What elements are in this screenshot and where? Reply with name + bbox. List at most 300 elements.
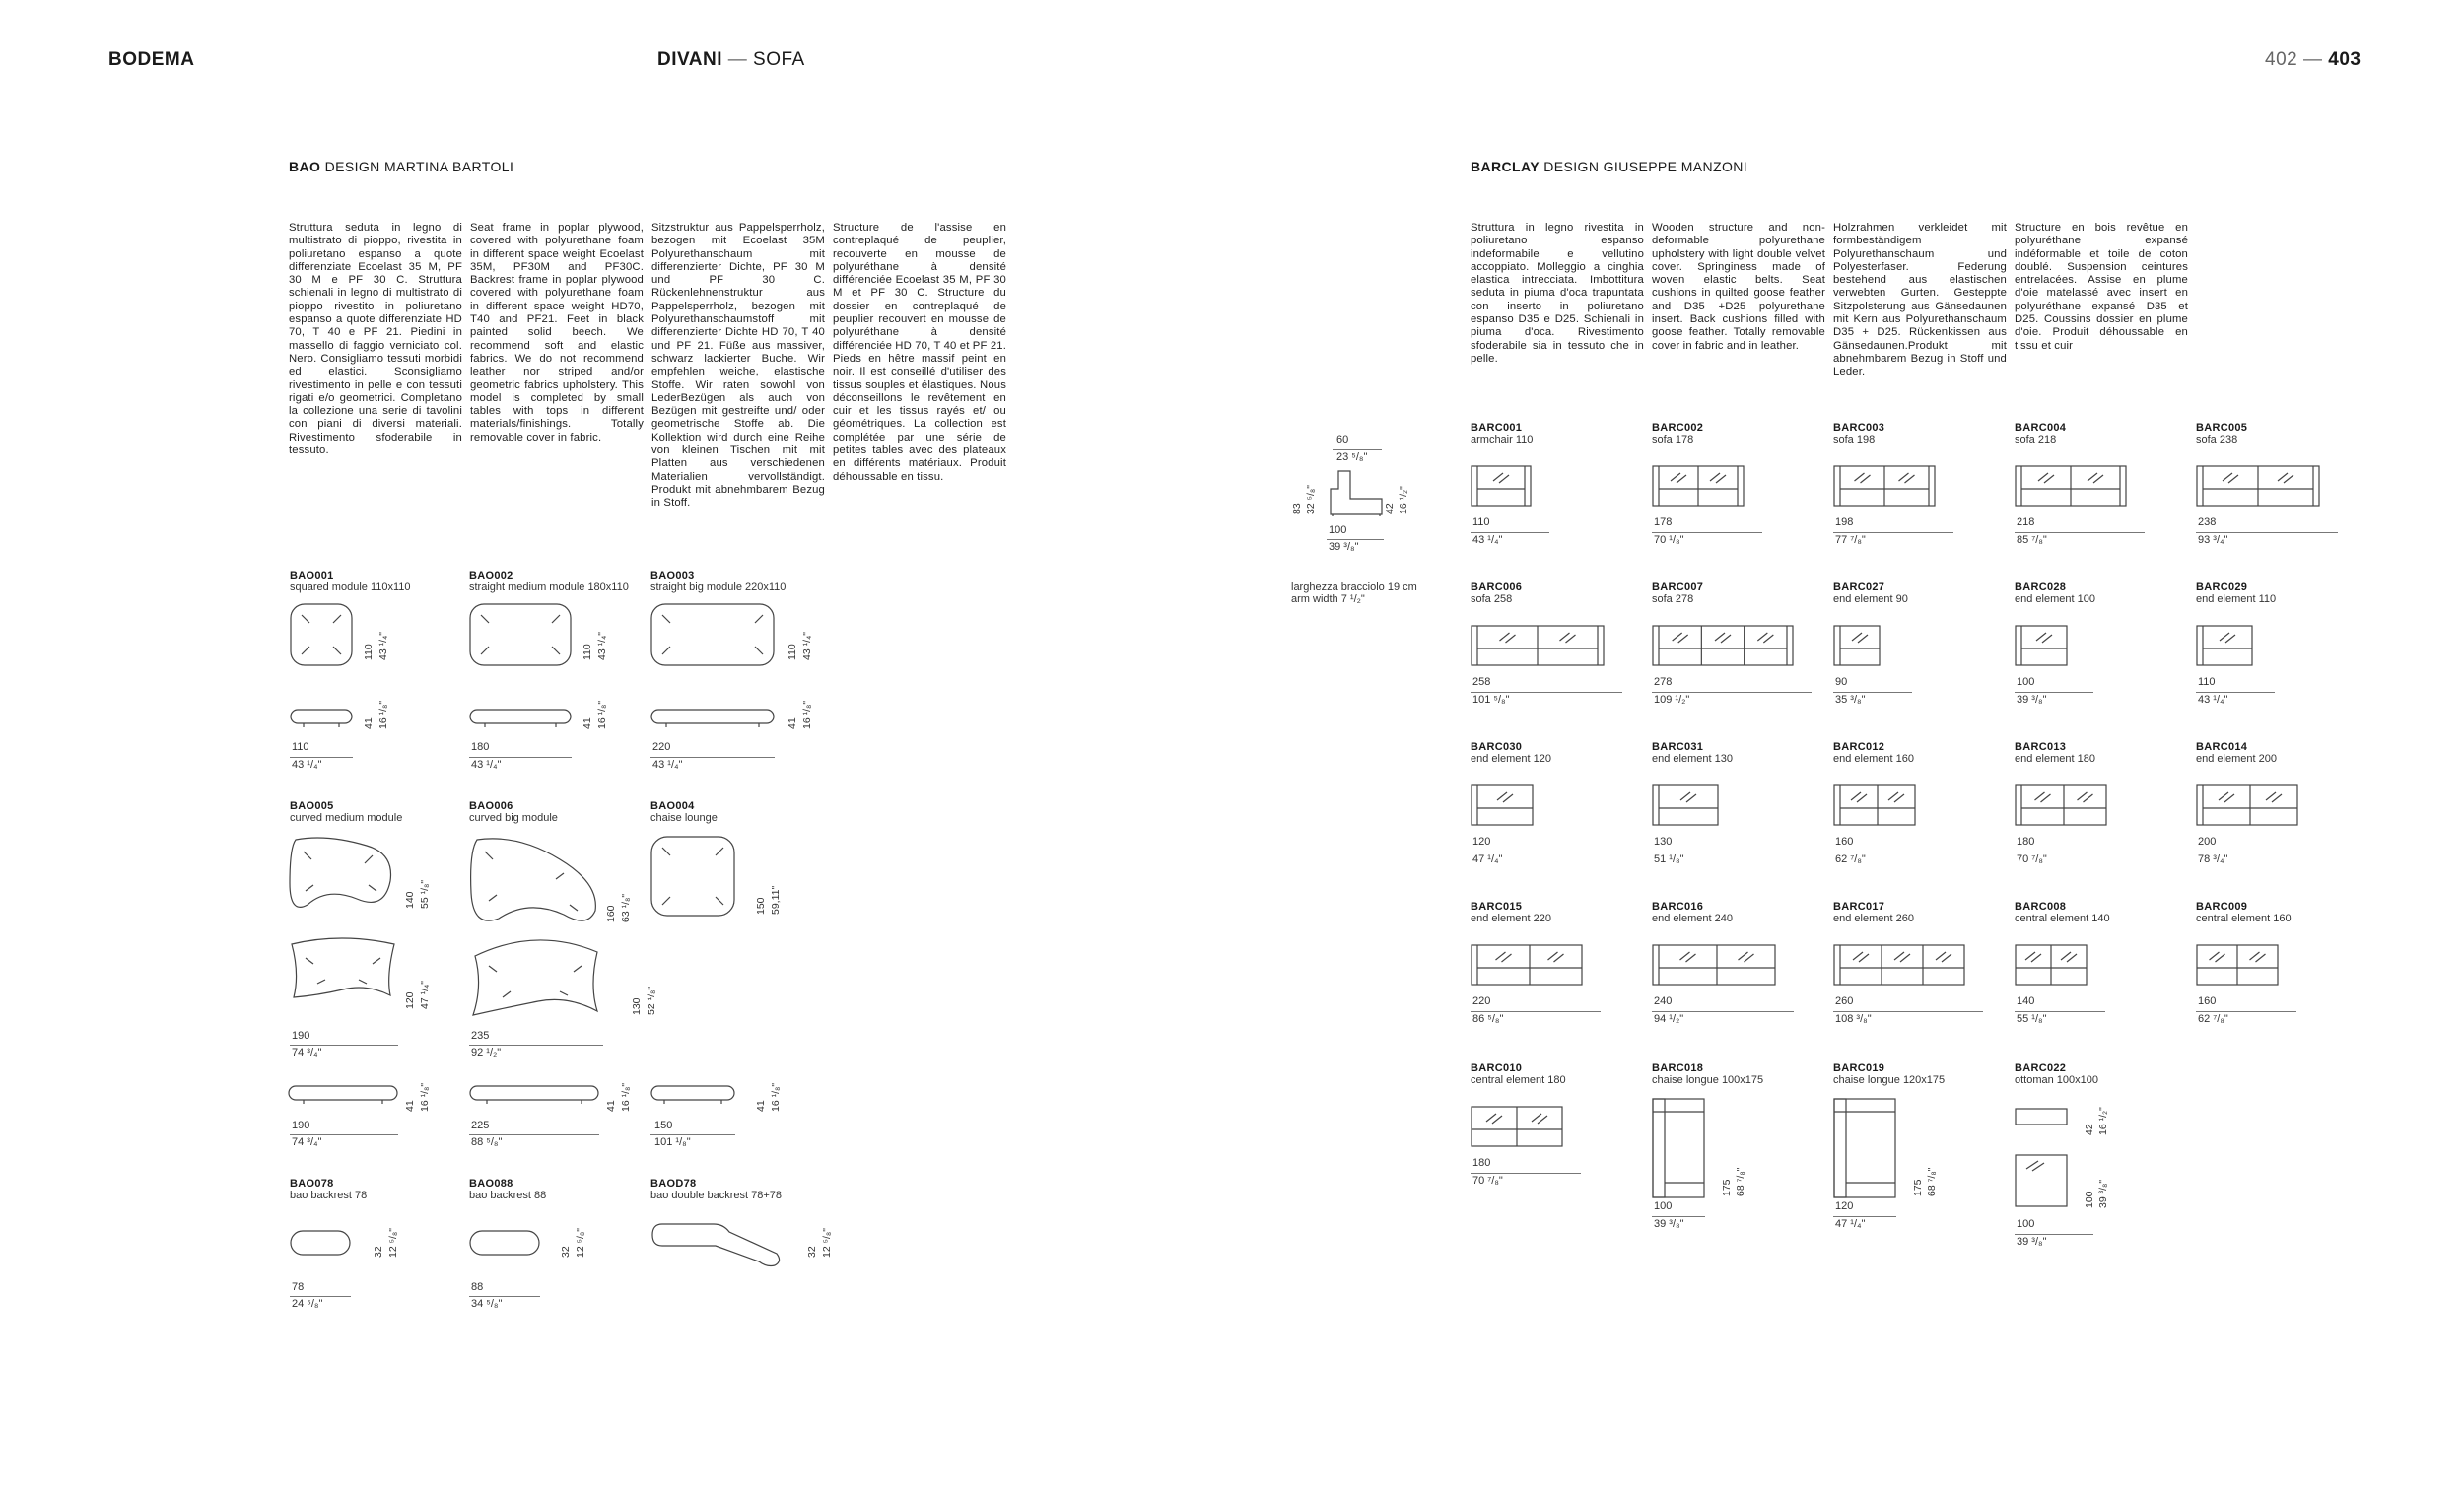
barc022-depth: 100: [2084, 1191, 2095, 1208]
product-barc009: [2196, 901, 2292, 924]
barc022-width: 100: [2017, 1218, 2035, 1230]
bao004-height: 41: [755, 1100, 767, 1112]
barc003-width-in: 77 ⁷/₈": [1835, 534, 1866, 546]
bao006-top-drawing: [469, 834, 603, 926]
barc030-width: 120: [1472, 836, 1491, 848]
barc014-drawing: [2196, 784, 2298, 826]
product-desc: sofa 238: [2196, 434, 2238, 445]
product-code: BARC005: [2196, 422, 2248, 434]
product-desc: end element 200: [2196, 753, 2277, 765]
bao-name: BAO: [289, 159, 321, 174]
bao002-height: 41: [582, 717, 593, 729]
product-desc: central element 140: [2015, 913, 2110, 924]
product-bao078: [290, 1178, 367, 1201]
product-desc: bao backrest 88: [469, 1190, 547, 1201]
barc015-width: 220: [1472, 995, 1491, 1007]
bao-text-it: Struttura seduta in legno di multistrato di pioppo, rivestita in poliuretano espanso a quote differenziate Ecoelast 35 M, PF 30 M e PF 30 C. Struttura schienali in legno di multistrato di pioppo rivestito in poliuretano espanso a quote differenziate HD 70, T 40 e PF 21. Piedini in massello di faggio verniciato col. Nero. Consigliamo tessuti morbidi ed elastici. Sconsigliamo rivestimento in pelle e con tessuti rigati e/o geometrici. Completano la collezione una serie di tavolini con piani di diversi materiali. Rivestimento sfoderabile in tessuto.: [289, 222, 462, 457]
category-sub: SOFA: [753, 49, 805, 70]
barc009-width-in: 62 ⁷/₈": [2198, 1013, 2228, 1025]
product-bao001: [290, 570, 411, 593]
side-bottom-dim: 100: [1329, 524, 1347, 536]
product-barc016: [1652, 901, 1733, 924]
product-code: BAO004: [650, 800, 695, 812]
barc001-width-in: 43 ¹/₄": [1472, 534, 1503, 546]
page-right: 403: [2328, 49, 2361, 70]
barc001-width: 110: [1472, 516, 1490, 528]
bao-title: [289, 159, 513, 174]
barc017-width: 260: [1835, 995, 1854, 1007]
product-bao003: [650, 570, 786, 593]
barc028-width: 100: [2017, 676, 2035, 688]
bao-designer: DESIGN MARTINA BARTOLI: [324, 159, 514, 174]
product-desc: chaise longue 100x175: [1652, 1074, 1764, 1086]
barc007-width-line: [1652, 692, 1812, 693]
product-desc: sofa 218: [2015, 434, 2057, 445]
bao005-width: 190: [292, 1030, 310, 1042]
barc031-width: 130: [1654, 836, 1673, 848]
bao006-width-in: 92 ¹/₂": [471, 1047, 502, 1058]
product-code: BARC010: [1471, 1062, 1523, 1074]
bao002-top-drawing: [469, 603, 572, 666]
product-bao005: [290, 800, 402, 824]
barc010-width: 180: [1472, 1157, 1491, 1169]
bao078-height: 32: [373, 1246, 384, 1258]
barc006-width-in: 101 ⁵/₈": [1472, 694, 1510, 706]
product-code: BARC006: [1471, 581, 1523, 593]
product-code: BAO006: [469, 800, 513, 812]
barc017-drawing: [1833, 944, 1965, 986]
barc016-width-line: [1652, 1011, 1794, 1012]
barc012-width: 160: [1835, 836, 1854, 848]
product-desc: curved big module: [469, 812, 558, 824]
barclay-title: [1471, 159, 1747, 174]
barc009-width: 160: [2198, 995, 2217, 1007]
barc027-width: 90: [1835, 676, 1848, 688]
product-code: BARC027: [1833, 581, 1885, 593]
product-barc029: [2196, 581, 2276, 605]
bao003-height: 41: [787, 717, 798, 729]
bao004-length-in: 101 ¹/₈": [654, 1136, 691, 1148]
product-code: BAO088: [469, 1178, 513, 1190]
barc029-drawing: [2196, 625, 2253, 666]
product-code: BARC017: [1833, 901, 1885, 913]
product-barc027: [1833, 581, 1908, 605]
barc003-width-line: [1833, 532, 1953, 533]
barc005-width-in: 93 ³/₄": [2198, 534, 2228, 546]
product-code: BARC014: [2196, 741, 2248, 753]
product-barc018: [1652, 1062, 1763, 1086]
side-top-dim-in: 23 ⁵/₈": [1336, 451, 1368, 463]
product-barc005: [2196, 422, 2247, 445]
product-code: BARC002: [1652, 422, 1704, 434]
page-left: 402: [2265, 49, 2298, 70]
side-left-dim: 83: [1291, 503, 1303, 514]
bao088-width: 88: [471, 1281, 484, 1293]
barc028-width-line: [2015, 692, 2093, 693]
product-barc010: [1471, 1062, 1566, 1086]
barc009-width-line: [2196, 1011, 2296, 1012]
product-barc003: [1833, 422, 1884, 445]
bao001-side-drawing: [290, 708, 353, 729]
barc016-width: 240: [1654, 995, 1673, 1007]
barc008-width-in: 55 ¹/₈": [2017, 1013, 2047, 1025]
bao006-height: 41: [605, 1100, 617, 1112]
bao088-width-in: 34 ⁵/₈": [471, 1298, 503, 1310]
barclay-designer: DESIGN GIUSEPPE MANZONI: [1543, 159, 1748, 174]
bao006-length-in: 88 ⁵/₈": [471, 1136, 503, 1148]
product-desc: sofa 198: [1833, 434, 1876, 445]
bao005-height: 41: [404, 1100, 416, 1112]
barclay-name: BARCLAY: [1471, 159, 1540, 174]
bao005-side-drawing: [288, 1084, 398, 1108]
product-desc: end element 220: [1471, 913, 1551, 924]
product-desc: curved medium module: [290, 812, 403, 824]
product-barc012: [1833, 741, 1914, 765]
product-code: BARC031: [1652, 741, 1704, 753]
bao006-side-drawing: [469, 1084, 599, 1108]
barc029-width-line: [2196, 692, 2275, 693]
bao001-depth-in: 43 ¹/₄": [377, 631, 389, 660]
barc006-drawing: [1471, 625, 1605, 666]
bao002-side-drawing: [469, 708, 572, 729]
barc019-depth-in: 68 ⁷/₈": [1926, 1167, 1938, 1196]
bao006-depth2: 130: [631, 997, 643, 1015]
product-code: BAO005: [290, 800, 334, 812]
barc022-width-line: [2015, 1234, 2093, 1235]
product-code: BARC007: [1652, 581, 1704, 593]
barc014-width-in: 78 ³/₄": [2198, 853, 2228, 865]
bao002-height-in: 16 ¹/₈": [596, 700, 608, 729]
barc022-width-in: 39 ³/₈": [2017, 1236, 2047, 1248]
product-barc017: [1833, 901, 1914, 924]
bao002-depth-in: 43 ¹/₄": [596, 631, 608, 660]
barc013-width: 180: [2017, 836, 2035, 848]
page-numbers: [2265, 49, 2361, 71]
product-code: BARC008: [2015, 901, 2067, 913]
side-left-dim-in: 32 ⁵/₈": [1305, 485, 1317, 514]
barc002-width: 178: [1654, 516, 1673, 528]
product-barc001: [1471, 422, 1533, 445]
page-sep: —: [2302, 49, 2323, 70]
barclay-text-en: Wooden structure and non-deformable polyurethane upholstery with light double velvet cover. Springiness made of woven elastic belts. Seat cushions in quilted goose feather and D35 +D25 polyurethane insert. Back cushions filled with goose feather. Totally removable cover in fabric and in leather.: [1652, 222, 1825, 352]
side-note-en: arm width 7 ¹/₂": [1291, 593, 1365, 605]
product-barc002: [1652, 422, 1703, 445]
bao004-side-drawing: [650, 1084, 735, 1108]
barc019-depth: 175: [1912, 1179, 1924, 1196]
bao003-top-drawing: [650, 603, 775, 666]
product-barc014: [2196, 741, 2277, 765]
product-desc: armchair 110: [1471, 434, 1534, 445]
barc018-drawing: [1652, 1098, 1705, 1198]
bao088-height-in: 12 ⁵/₈": [575, 1228, 586, 1258]
barc015-width-line: [1471, 1011, 1601, 1012]
product-barc031: [1652, 741, 1733, 765]
barc007-width: 278: [1654, 676, 1673, 688]
barc022-drawing: [2015, 1108, 2068, 1216]
bao005-depth2: 120: [404, 991, 416, 1009]
product-desc: squared module 110x110: [290, 581, 411, 593]
product-barc030: [1471, 741, 1551, 765]
product-desc: sofa 258: [1471, 593, 1513, 605]
bao005-top-drawing: [288, 834, 398, 917]
product-desc: end element 260: [1833, 913, 1914, 924]
barc017-width-line: [1833, 1011, 1983, 1012]
product-code: BAO078: [290, 1178, 334, 1190]
product-bao088: [469, 1178, 546, 1201]
barc028-drawing: [2015, 625, 2068, 666]
barc018-width: 100: [1654, 1200, 1673, 1212]
barc001-width-line: [1471, 532, 1549, 533]
bao-text-de: Sitzstruktur aus Pappelsperrholz, bezogen mit Ecoelast 35M Polyurethanschaum mit differenzierter Dichte, PF 30 M und PF 30 C. Rückenlehnenstruktur aus Pappelsperrholz, bezogen mit Polyurethanschaumstoff mit differenzierter Dichte HD 70, T 40 und PF 21. Füße aus massiver, schwarz lackierter Buche. Wir empfehlen weiche, elastische Stoffe. Wir raten sowohl von LederBezügen als auch von Bezügen mit gestreifte und/ oder geometrische Stoffe ab. Die Kollektion wird durch eine Reihe von kleinen Tischen mit mit Platten aus verschiedenen Materialien vervollständigt. Produkt mit abnehmbarem Bezug in Stoff.: [651, 222, 825, 510]
barc012-drawing: [1833, 784, 1916, 826]
bao002-width-in: 43 ¹/₄": [471, 759, 502, 771]
barc010-width-line: [1471, 1173, 1581, 1174]
bao001-height-in: 16 ¹/₈": [377, 700, 389, 729]
product-code: BAO002: [469, 570, 513, 581]
bao005-depth2-in: 47 ¹/₄": [419, 980, 431, 1009]
barc004-drawing: [2015, 465, 2127, 507]
barc002-drawing: [1652, 465, 1745, 507]
product-desc: sofa 278: [1652, 593, 1694, 605]
product-barc015: [1471, 901, 1551, 924]
category-main: DIVANI: [657, 49, 722, 70]
bao006-depth-in: 63 ¹/₈": [620, 893, 632, 922]
barc009-drawing: [2196, 944, 2279, 986]
barc029-width-in: 43 ¹/₄": [2198, 694, 2228, 706]
bao078-width-in: 24 ⁵/₈": [292, 1298, 323, 1310]
bao001-top-drawing: [290, 603, 353, 666]
product-barc022: [2015, 1062, 2098, 1086]
barc004-width-line: [2015, 532, 2145, 533]
barc004-width-in: 85 ⁷/₈": [2017, 534, 2047, 546]
barc018-width-line: [1652, 1216, 1705, 1217]
barc010-width-in: 70 ⁷/₈": [1472, 1175, 1503, 1187]
product-bao004: [650, 800, 718, 824]
barc003-width: 198: [1835, 516, 1854, 528]
barc008-drawing: [2015, 944, 2088, 986]
product-code: BARC013: [2015, 741, 2067, 753]
product-desc: central element 180: [1471, 1074, 1566, 1086]
product-desc: end element 130: [1652, 753, 1733, 765]
barc018-depth-in: 68 ⁷/₈": [1735, 1167, 1746, 1196]
barc018-depth: 175: [1721, 1179, 1733, 1196]
barc001-drawing: [1471, 465, 1532, 507]
bao004-height-in: 16 ¹/₈": [770, 1082, 782, 1112]
bao001-width-in: 43 ¹/₄": [292, 759, 322, 771]
brand-name: BODEMA: [108, 49, 195, 70]
bao003-depth: 110: [787, 644, 798, 660]
barc016-width-in: 94 ¹/₂": [1654, 1013, 1684, 1025]
bao004-depth-in: 59,11": [770, 885, 782, 915]
side-note-it: larghezza bracciolo 19 cm: [1291, 581, 1417, 593]
bao005-depth: 140: [404, 891, 416, 909]
side-bottom-dim-in: 39 ³/₈": [1329, 541, 1359, 553]
product-code: BAOD78: [650, 1178, 697, 1190]
product-barc007: [1652, 581, 1703, 605]
barc022-depth-in: 39 ³/₈": [2097, 1179, 2109, 1208]
product-code: BARC028: [2015, 581, 2067, 593]
barc031-drawing: [1652, 784, 1719, 826]
barc004-width: 218: [2017, 516, 2035, 528]
bao004-top-drawing: [650, 836, 735, 917]
product-barc004: [2015, 422, 2066, 445]
barc003-drawing: [1833, 465, 1936, 507]
product-desc: bao backrest 78: [290, 1190, 368, 1201]
product-code: BARC004: [2015, 422, 2067, 434]
product-desc: end element 90: [1833, 593, 1908, 605]
product-desc: end element 120: [1471, 753, 1551, 765]
product-baod78: [650, 1178, 782, 1201]
barc002-width-line: [1652, 532, 1762, 533]
bao003-width: 220: [652, 741, 671, 753]
bao003-width-in: 43 ¹/₄": [652, 759, 683, 771]
baod78-height: 32: [806, 1246, 818, 1258]
barc027-width-in: 35 ³/₈": [1835, 694, 1866, 706]
side-right-dim: 42: [1384, 503, 1396, 514]
product-bao002: [469, 570, 629, 593]
product-barc008: [2015, 901, 2110, 924]
bao002-depth: 110: [582, 644, 593, 660]
barc018-width-in: 39 ³/₈": [1654, 1218, 1684, 1230]
barc007-width-in: 109 ¹/₂": [1654, 694, 1690, 706]
bao006-height-in: 16 ¹/₈": [620, 1082, 632, 1112]
product-desc: chaise longue 120x175: [1833, 1074, 1946, 1086]
product-code: BARC018: [1652, 1062, 1704, 1074]
barc027-width-line: [1833, 692, 1912, 693]
bao006-length: 225: [471, 1120, 490, 1131]
bao005-width-in: 74 ³/₄": [292, 1047, 322, 1058]
bao004-depth: 150: [755, 897, 767, 915]
product-code: BARC012: [1833, 741, 1885, 753]
side-top-dim: 60: [1336, 434, 1349, 445]
barc022-height: 42: [2084, 1124, 2095, 1135]
product-code: BARC009: [2196, 901, 2248, 913]
bao001-height: 41: [363, 717, 375, 729]
barc005-width-line: [2196, 532, 2338, 533]
barc007-drawing: [1652, 625, 1794, 666]
baod78-height-in: 12 ⁵/₈": [821, 1228, 833, 1258]
product-barc013: [2015, 741, 2095, 765]
bao078-width: 78: [292, 1281, 305, 1293]
product-code: BARC016: [1652, 901, 1704, 913]
barc029-width: 110: [2198, 676, 2216, 688]
barclay-text-fr: Structure en bois revêtue en polyuréthane expansé indéformable et toile de coton doublé. Suspension ceintures entrelacées. Assise en plume d'oie matelassé avec insert en polyuréthane expansé D35 et D25. Coussins dossier en plume d'oie. Produit déhoussable en tissu et cuir: [2015, 222, 2188, 352]
bao005-length: 190: [292, 1120, 310, 1131]
bao003-side-drawing: [650, 708, 775, 729]
bao088-drawing: [469, 1230, 540, 1256]
barc019-width: 120: [1835, 1200, 1854, 1212]
barc014-width: 200: [2198, 836, 2217, 848]
bao002-width: 180: [471, 741, 490, 753]
barc008-width: 140: [2017, 995, 2035, 1007]
baod78-drawing: [650, 1222, 783, 1267]
bao-text-en: Seat frame in poplar plywood, covered with polyurethane foam in different space weight Ecoelast 35M, PF30M and PF30C. Backrest frame in poplar plywood covered with polyurethane foam in different space weight HD70, T40 and PF21. Feet in black painted solid beech. We recommend soft and elastic fabrics. We do not recommend leather nor striped and/or geometric fabrics upholstery. This model is completed by small tables with tops in different materials/finishings. Totally removable cover in fabric.: [470, 222, 644, 443]
product-code: BAO003: [650, 570, 695, 581]
product-desc: straight medium module 180x110: [469, 581, 629, 593]
product-desc: ottoman 100x100: [2015, 1074, 2099, 1086]
barc013-width-in: 70 ⁷/₈": [2017, 853, 2047, 865]
product-desc: straight big module 220x110: [650, 581, 787, 593]
product-code: BARC022: [2015, 1062, 2067, 1074]
product-code: BAO001: [290, 570, 334, 581]
product-desc: bao double backrest 78+78: [650, 1190, 783, 1201]
product-code: BARC003: [1833, 422, 1885, 434]
barc008-width-line: [2015, 1011, 2105, 1012]
product-desc: sofa 178: [1652, 434, 1694, 445]
bao006-depth: 160: [605, 905, 617, 922]
product-barc006: [1471, 581, 1522, 605]
barclay-side-profile-drawing: [1329, 469, 1386, 516]
product-barc028: [2015, 581, 2095, 605]
barc019-width-line: [1833, 1216, 1896, 1217]
barc015-width-in: 86 ⁵/₈": [1472, 1013, 1504, 1025]
category-title: [657, 49, 805, 71]
barc030-width-in: 47 ¹/₄": [1472, 853, 1503, 865]
product-bao006: [469, 800, 558, 824]
product-desc: end element 110: [2196, 593, 2277, 605]
bao004-length: 150: [654, 1120, 673, 1131]
barc019-drawing: [1833, 1098, 1896, 1198]
bao006-width: 235: [471, 1030, 490, 1042]
bao006-depth2-in: 52 ¹/₈": [646, 986, 657, 1015]
barc013-drawing: [2015, 784, 2107, 826]
product-code: BARC030: [1471, 741, 1523, 753]
barc006-width-line: [1471, 692, 1622, 693]
barc016-drawing: [1652, 944, 1776, 986]
barclay-text-de: Holzrahmen verkleidet mit formbeständigem Polyurethanschaum und Polyesterfaser. Federung bestehend aus elastischen verwebten Gurten. Gesteppte Sitzpolsterung aus Gänsedaunen mit Kern aus Polyurethanschaum D35 + D25. Rückenkissen aus Gänsedaunen.Produkt mit abnehmbarem Bezug in Stoff und Leder.: [1833, 222, 2007, 378]
barc030-drawing: [1471, 784, 1534, 826]
barc022-height-in: 16 ¹/₂": [2097, 1107, 2109, 1135]
barc005-width: 238: [2198, 516, 2217, 528]
product-code: BARC015: [1471, 901, 1523, 913]
barc028-width-in: 39 ³/₈": [2017, 694, 2047, 706]
product-code: BARC019: [1833, 1062, 1885, 1074]
bao078-drawing: [290, 1230, 351, 1256]
product-code: BARC001: [1471, 422, 1523, 434]
bao-text-fr: Structure de l'assise en contreplaqué de peuplier, recouverte en mousse de polyuréthane à densité différenciée Ecoelast 35 M, PF 30 M et PF 30 C. Structure du dossier en contreplaqué de peuplier recouvert en mousse de polyuréthane à densité différenciée HD 70, T 40 et PF 21. Pieds en hêtre massif peint en noir. Il est conseillé d'utiliser des tissus souples et élastiques. Nous déconseillons le revêtement en cuir et les tissus rayés et/ ou géométriques. La collection est complétée par une série de petites tables avec des plateaux en différents matériaux. Produit déhoussable en tissu.: [833, 222, 1006, 483]
bao005-length-in: 74 ³/₄": [292, 1136, 322, 1148]
bao005-height-in: 16 ¹/₈": [419, 1082, 431, 1112]
product-desc: end element 160: [1833, 753, 1914, 765]
barc005-drawing: [2196, 465, 2320, 507]
bao005-front-drawing: [288, 936, 398, 1005]
bao088-height: 32: [560, 1246, 572, 1258]
barc017-width-in: 108 ³/₈": [1835, 1013, 1872, 1025]
barc006-width: 258: [1472, 676, 1491, 688]
bao005-depth-in: 55 ¹/₈": [419, 879, 431, 909]
barc012-width-in: 62 ⁷/₈": [1835, 853, 1866, 865]
side-right-dim-in: 16 ¹/₂": [1398, 486, 1409, 514]
barc019-width-in: 47 ¹/₄": [1835, 1218, 1866, 1230]
product-code: BARC029: [2196, 581, 2248, 593]
barclay-text-it: Struttura in legno rivestita in poliuretano espanso indeformabile e vellutino accoppiato. Molleggio a cinghia elastica intrecciata. Imbottitura seduta in piuma d'oca trapuntata con inserto in poliuretano espanso D35 e D25. Schienali in piuma d'oca. Rivestimento sfoderabile sia in tessuto che in pelle.: [1471, 222, 1644, 365]
bao078-height-in: 12 ⁵/₈": [387, 1228, 399, 1258]
product-barc019: [1833, 1062, 1945, 1086]
barc002-width-in: 70 ¹/₈": [1654, 534, 1684, 546]
bao001-depth: 110: [363, 644, 375, 660]
product-desc: end element 180: [2015, 753, 2095, 765]
barc015-drawing: [1471, 944, 1583, 986]
product-desc: chaise lounge: [650, 812, 718, 824]
product-desc: end element 240: [1652, 913, 1733, 924]
barc010-drawing: [1471, 1106, 1563, 1147]
barc031-width-in: 51 ¹/₈": [1654, 853, 1684, 865]
bao003-depth-in: 43 ¹/₄": [801, 631, 813, 660]
bao003-height-in: 16 ¹/₈": [801, 700, 813, 729]
bao006-front-drawing: [469, 936, 603, 1019]
category-sep: —: [721, 49, 754, 70]
bao001-width: 110: [292, 741, 309, 753]
